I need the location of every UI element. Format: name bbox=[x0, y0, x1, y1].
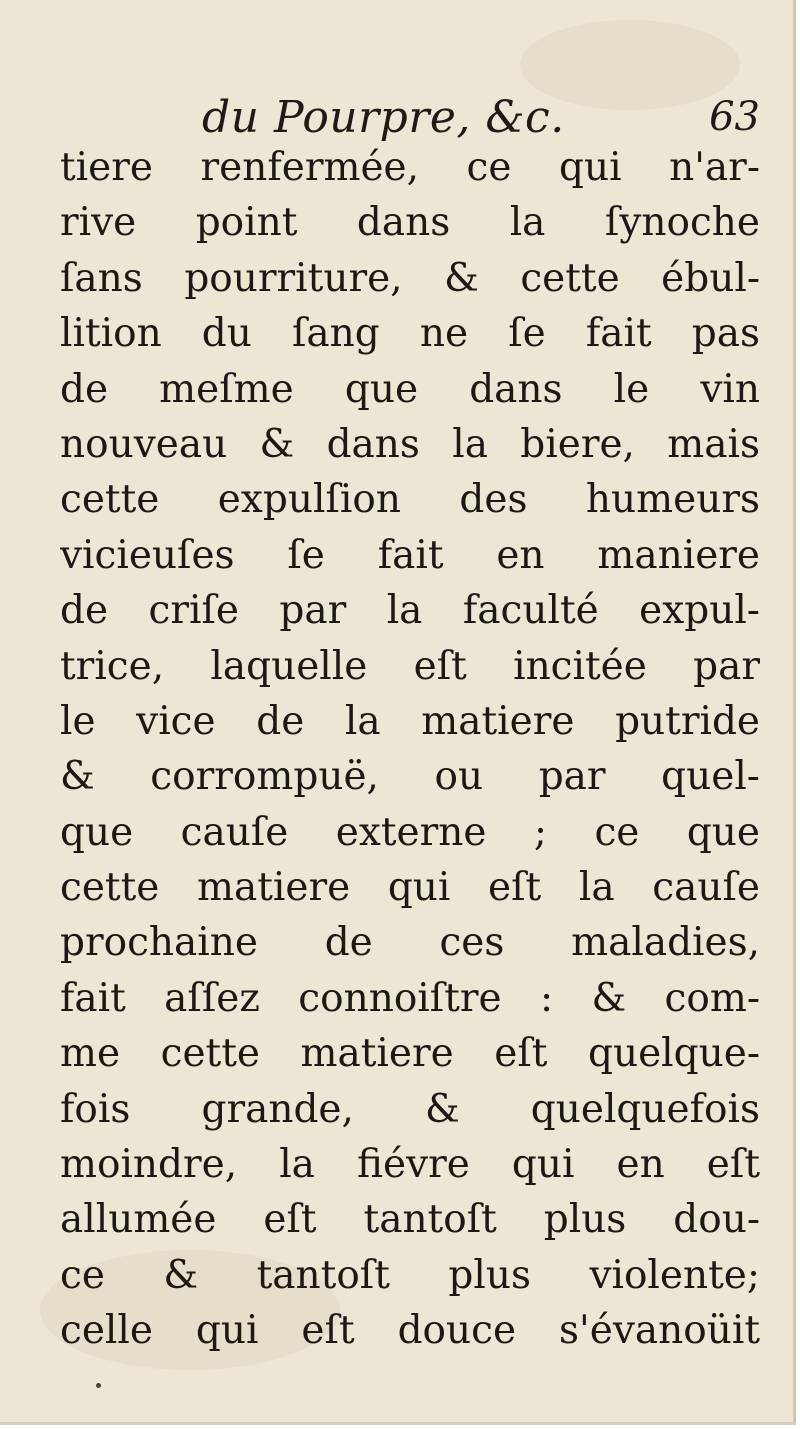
text-line: de meſme que dans le vin bbox=[60, 366, 760, 412]
text-line: cette expulſion des humeurs bbox=[60, 477, 760, 523]
ink-speck bbox=[96, 1383, 101, 1388]
text-line: de criſe par la faculté expul- bbox=[60, 588, 760, 634]
text-line: ſans pourriture, & cette ébul- bbox=[60, 255, 760, 301]
text-line: me cette matiere eſt quelque- bbox=[60, 1031, 760, 1077]
page-header bbox=[60, 92, 760, 142]
text-line: lition du ſang ne ſe fait pas bbox=[60, 311, 760, 357]
text-line: le vice de la matiere putride bbox=[60, 698, 760, 744]
text-line: celle qui eſt douce s'évanoüit bbox=[60, 1308, 760, 1354]
running-title: du Pourpre, &c. bbox=[202, 92, 565, 143]
page-number: 63 bbox=[709, 94, 760, 140]
text-line: fois grande, & quelquefois bbox=[60, 1086, 760, 1132]
text-line: vicieuſes ſe fait en maniere bbox=[60, 532, 760, 578]
text-line: rive point dans la ſynoche bbox=[60, 200, 760, 246]
text-line: cette matiere qui eſt la cauſe bbox=[60, 865, 760, 911]
text-line: ce & tantoſt plus violente; bbox=[60, 1252, 760, 1298]
body-text bbox=[60, 140, 760, 1359]
text-line: moindre, la fiévre qui en eſt bbox=[60, 1142, 760, 1188]
text-line: allumée eſt tantoſt plus dou- bbox=[60, 1197, 760, 1243]
text-line: & corrompuë, ou par quel- bbox=[60, 754, 760, 800]
text-line: fait aſſez connoiſtre : & com- bbox=[60, 975, 760, 1021]
text-line: tiere renfermée, ce qui n'ar- bbox=[60, 145, 760, 190]
text-line: que cauſe externe ; ce que bbox=[60, 809, 760, 855]
text-line: nouveau & dans la biere, mais bbox=[60, 421, 760, 467]
text-line: trice, laquelle eſt incitée par bbox=[60, 643, 760, 689]
text-line: prochaine de ces maladies, bbox=[60, 920, 760, 966]
